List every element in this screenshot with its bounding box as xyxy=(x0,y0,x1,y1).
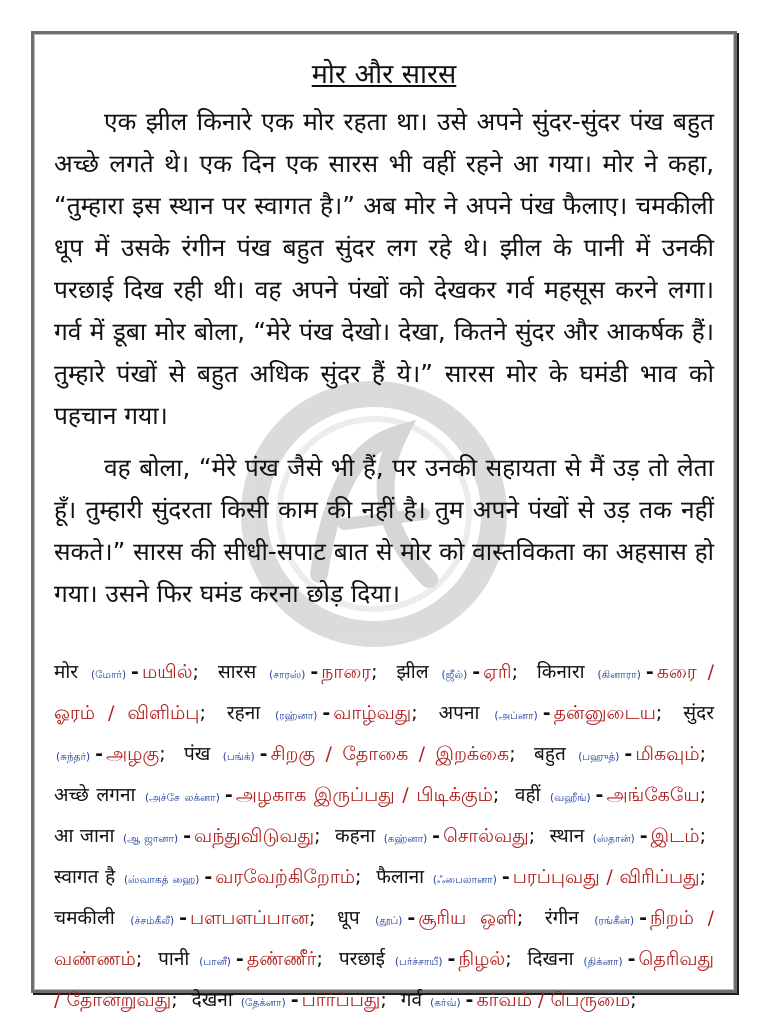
glossary-hindi-word: मोर xyxy=(54,661,79,683)
glossary-tamil-meaning: சிறகு / தோகை / இறக்கை xyxy=(270,743,510,765)
glossary-transliteration: (வஹீங்) xyxy=(550,792,591,804)
glossary-transliteration: (தூப்) xyxy=(375,915,403,927)
glossary-transliteration: (பர்ச்சாயீ) xyxy=(394,956,443,968)
glossary-hindi-word: देखना xyxy=(191,989,233,1011)
glossary-hindi-word: किनारा xyxy=(536,661,585,683)
glossary-transliteration: (பானீ) xyxy=(199,956,231,968)
glossary-tamil-meaning: கரை / ஓரம் / விளிம்பு xyxy=(54,661,714,724)
glossary-hindi-word: रहना xyxy=(226,702,261,724)
glossary-separator: ; xyxy=(309,907,316,929)
glossary-hindi-word: कहना xyxy=(335,825,376,847)
glossary-separator: ; xyxy=(509,743,516,765)
glossary-entry xyxy=(218,661,386,683)
glossary-hindi-word: अपना xyxy=(438,702,480,724)
glossary-separator: ; xyxy=(511,661,518,683)
glossary-transliteration: (ஸ்வாகத் ஹை) xyxy=(123,874,200,886)
glossary-separator: ; xyxy=(314,825,321,847)
glossary-tamil-meaning: பரப்புவது / விரிப்பது xyxy=(512,866,700,888)
glossary-tamil-meaning: பளபளப்பான xyxy=(189,907,310,929)
glossary-tamil-meaning: மிகவும் xyxy=(635,743,700,765)
glossary-separator: ; xyxy=(492,784,500,806)
glossary-entry xyxy=(439,702,671,724)
glossary-separator: ; xyxy=(159,743,166,765)
story-paragraph-1: एक झील किनारे एक मोर रहता था। उसे अपने सुंदर-सुंदर पंख बहुत अच्छे लगते थे। एक दिन एक सारस भी वहीं रहने आ गया। मोर ने कहा, “तुम्हारा इस स्थान पर स्वागत है।” अब मोर ने अपने पंख फैलाए। चमकीली धूप में उसके रंगीन पंख बहुत सुंदर लग रहे थे। झील के पानी में उनकी परछाई दिख रही थी। वह अपने पंखों को देखकर गर्व महसूस करने लगा। गर्व में डूबा मोर बोला, “मेरे पंख देखो। देखा, कितने सुंदर और आकर्षक हैं। तुम्हारे पंखों से बहुत अधिक सुंदर हैं ये।” सारस मोर के घमंडी भाव को पहचान गया। xyxy=(54,107,714,430)
glossary-transliteration: (தேக்னா) xyxy=(240,997,286,1009)
glossary-dash: - xyxy=(131,661,139,683)
glossary-transliteration: (ஜீல்) xyxy=(441,669,468,681)
glossary-dash: - xyxy=(179,907,187,929)
glossary-entry xyxy=(339,948,520,970)
glossary-tamil-meaning: தன்னுடைய xyxy=(553,702,656,724)
glossary-separator: ; xyxy=(135,948,143,970)
glossary-dash: - xyxy=(290,989,299,1011)
glossary-separator: ; xyxy=(630,989,637,1011)
glossary-tamil-meaning: தண்ணீர் xyxy=(246,948,317,970)
glossary-tamil-meaning: வரவேற்கிறோம் xyxy=(215,866,356,888)
glossary-hindi-word: बहुत xyxy=(534,743,566,765)
glossary-tamil-meaning: தெரிவது / தோன்றுவது xyxy=(54,948,715,1011)
glossary-entry xyxy=(54,661,207,683)
glossary-transliteration: (மோர்) xyxy=(90,669,127,681)
glossary-separator: ; xyxy=(655,702,663,724)
glossary-dash: - xyxy=(624,743,633,765)
glossary-hindi-word: रंगीन xyxy=(544,907,579,929)
glossary-transliteration: (பஹுத்) xyxy=(578,751,620,763)
glossary-transliteration: (ஸ்தான்) xyxy=(592,833,635,845)
glossary-transliteration: (கினாரா) xyxy=(597,669,641,681)
glossary-dash: - xyxy=(259,743,268,765)
glossary xyxy=(54,653,714,1022)
glossary-transliteration: (கஹ்னா) xyxy=(383,833,428,845)
glossary-hindi-word: दिखना xyxy=(527,948,574,970)
glossary-dash: - xyxy=(224,784,233,806)
glossary-entry xyxy=(192,989,395,1011)
glossary-dash: - xyxy=(204,866,213,888)
glossary-hindi-word: अच्छे लगना xyxy=(54,784,136,806)
glossary-tamil-meaning: சொல்வது xyxy=(443,825,529,847)
glossary-entry xyxy=(534,743,714,765)
glossary-hindi-word: सारस xyxy=(217,661,257,683)
glossary-transliteration: (ஃபைலானா) xyxy=(432,874,497,886)
glossary-tamil-meaning: நிறம் / வண்ணம் xyxy=(54,907,714,970)
glossary-dash: - xyxy=(432,825,441,847)
glossary-separator: ; xyxy=(699,743,706,765)
glossary-entry xyxy=(54,866,369,888)
glossary-dash: - xyxy=(310,661,319,683)
glossary-entry xyxy=(401,989,645,1011)
glossary-transliteration: (சுந்தர்) xyxy=(56,751,91,763)
glossary-hindi-word: झील xyxy=(396,661,429,683)
glossary-tamil-meaning: அழகாக இருப்பது / பிடிக்கும் xyxy=(235,784,493,806)
glossary-separator: ; xyxy=(192,661,199,683)
glossary-hindi-word: आ जाना xyxy=(54,825,115,847)
glossary-hindi-word: वहीं xyxy=(514,784,541,806)
glossary-tamil-meaning: நிழல் xyxy=(458,948,506,970)
glossary-dash: - xyxy=(447,948,456,970)
glossary-dash: - xyxy=(465,989,474,1011)
glossary-separator: ; xyxy=(516,907,524,929)
glossary-separator: ; xyxy=(371,661,378,683)
glossary-tamil-meaning: வாழ்வது xyxy=(333,702,412,724)
glossary-dash: - xyxy=(501,866,510,888)
glossary-entry xyxy=(158,948,331,970)
glossary-tamil-meaning: ஏரி xyxy=(483,661,512,683)
glossary-transliteration: (திக்னா) xyxy=(583,956,623,968)
glossary-transliteration: (ஆ ஜானா) xyxy=(122,833,179,845)
glossary-entry xyxy=(337,907,531,929)
glossary-hindi-word: सुंदर xyxy=(683,702,715,724)
glossary-tamil-meaning: மயில் xyxy=(141,661,193,683)
glossary-hindi-word: धूप xyxy=(337,907,360,929)
glossary-hindi-word: फैलाना xyxy=(376,866,425,888)
glossary-tamil-meaning: இடம் xyxy=(650,825,700,847)
glossary-dash: - xyxy=(235,948,244,970)
glossary-entry xyxy=(54,825,329,847)
glossary-transliteration: (ச்சம்கீலீ) xyxy=(130,915,175,927)
glossary-dash: - xyxy=(639,825,648,847)
glossary-separator: ; xyxy=(355,866,362,888)
page-frame xyxy=(31,31,737,1011)
glossary-separator: ; xyxy=(316,948,323,970)
glossary-dash: - xyxy=(542,702,551,724)
glossary-separator: ; xyxy=(380,989,387,1011)
glossary-transliteration: (பங்க்) xyxy=(222,751,255,763)
glossary-dash: - xyxy=(595,784,604,806)
glossary-hindi-word: गर्व xyxy=(400,989,423,1011)
glossary-tamil-meaning: பார்ப்பது xyxy=(301,989,381,1011)
glossary-dash: - xyxy=(639,907,648,929)
glossary-transliteration: (கர்வ்) xyxy=(430,997,461,1009)
glossary-tamil-meaning: வந்துவிடுவது xyxy=(194,825,315,847)
story-content xyxy=(54,54,714,1022)
glossary-entry xyxy=(396,661,526,683)
story-paragraph-2: वह बोला, “मेरे पंख जैसे भी हैं, पर उनकी सहायता से मैं उड़ तो लेता हूँ। तुम्हारी सुंदरता किसी काम की नहीं है। तुम अपने पंखों से उड़ तक नहीं सकते।” सारस की सीधी-सपाट बात से मोर को वास्तविकता का अहसास हो गया। उसने फिर घमंड करना छोड़ दिया। xyxy=(54,453,714,608)
glossary-dash: - xyxy=(183,825,192,847)
glossary-transliteration: (அப்னா) xyxy=(494,710,538,722)
glossary-entry xyxy=(515,784,714,806)
glossary-dash: - xyxy=(627,948,636,970)
glossary-entry xyxy=(54,784,507,806)
glossary-separator: ; xyxy=(505,948,512,970)
glossary-transliteration: (ரஹ்னா) xyxy=(275,710,318,722)
glossary-entry xyxy=(184,743,524,765)
glossary-hindi-word: स्थान xyxy=(549,825,585,847)
glossary-separator: ; xyxy=(699,866,706,888)
glossary-entry xyxy=(54,907,324,929)
glossary-tamil-meaning: சூரிய ஒளி xyxy=(418,907,517,929)
glossary-separator: ; xyxy=(199,702,206,724)
glossary-hindi-word: परछाई xyxy=(338,948,385,970)
glossary-separator: ; xyxy=(411,702,418,724)
glossary-dash: - xyxy=(472,661,481,683)
glossary-entry xyxy=(227,702,426,724)
story-title: मोर और सारस xyxy=(311,59,457,90)
glossary-hindi-word: चमकीली xyxy=(54,907,115,929)
glossary-dash: - xyxy=(645,661,654,683)
glossary-tamil-meaning: அங்கேயே xyxy=(606,784,700,806)
glossary-hindi-word: पंख xyxy=(184,743,211,765)
glossary-hindi-word: स्वागत है xyxy=(54,866,116,888)
glossary-transliteration: (சாரஸ்) xyxy=(269,669,306,681)
glossary-transliteration: (ரங்கீன்) xyxy=(594,915,635,927)
glossary-dash: - xyxy=(322,702,331,724)
glossary-tamil-meaning: கர்வம் / பெருமை xyxy=(476,989,631,1011)
glossary-dash: - xyxy=(407,907,416,929)
glossary-hindi-word: पानी xyxy=(158,948,190,970)
glossary-entry xyxy=(335,825,543,847)
glossary-tamil-meaning: அழகு xyxy=(106,743,160,765)
glossary-separator: ; xyxy=(699,825,706,847)
glossary-dash: - xyxy=(95,743,103,765)
glossary-separator: ; xyxy=(528,825,536,847)
glossary-tamil-meaning: நாரை xyxy=(321,661,372,683)
glossary-entry xyxy=(550,825,714,847)
glossary-transliteration: (அச்சே லக்னா) xyxy=(144,792,220,804)
glossary-entry xyxy=(376,866,714,888)
glossary-separator: ; xyxy=(699,784,707,806)
glossary-separator: ; xyxy=(171,989,178,1011)
